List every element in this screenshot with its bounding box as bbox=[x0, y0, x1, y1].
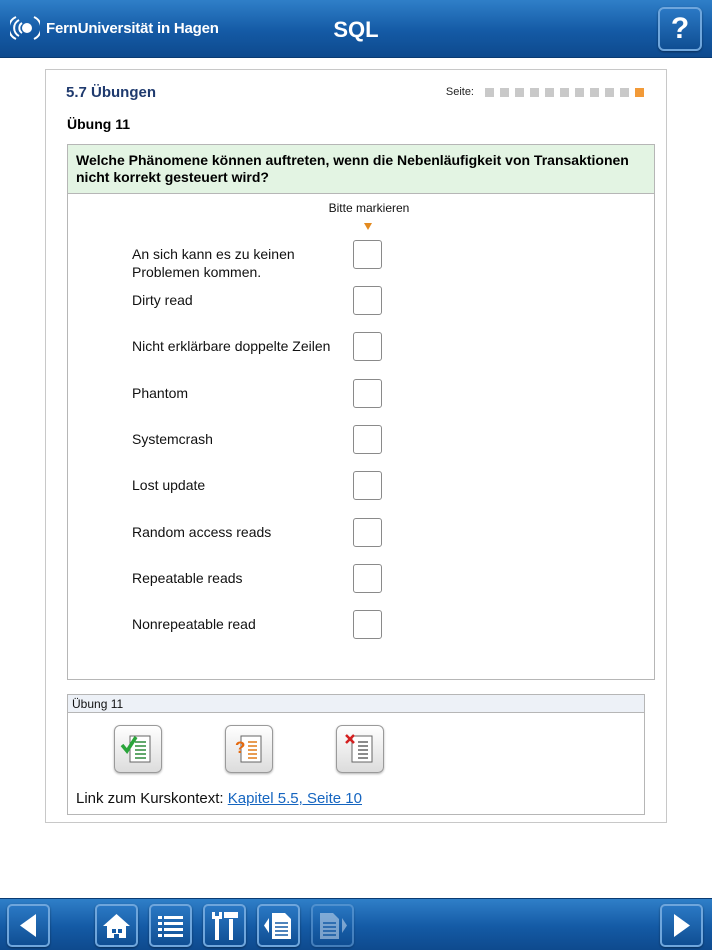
page-dots bbox=[479, 88, 644, 97]
option-checkbox[interactable] bbox=[353, 286, 382, 315]
page-indicator bbox=[446, 86, 644, 98]
app-title: SQL bbox=[333, 17, 379, 42]
page-dot bbox=[560, 88, 569, 97]
section-title: 5.7 Übungen bbox=[66, 84, 157, 101]
reset-document-icon bbox=[337, 726, 385, 774]
page-dot bbox=[530, 88, 539, 97]
home-button[interactable] bbox=[95, 904, 138, 947]
exercise-title: Übung 11 bbox=[67, 116, 131, 132]
page-dot bbox=[515, 88, 524, 97]
option-label: Systemcrash bbox=[132, 431, 213, 447]
page-dot bbox=[620, 88, 629, 97]
option-checkbox[interactable] bbox=[353, 379, 382, 408]
page-dot bbox=[485, 88, 494, 97]
top-bar bbox=[0, 0, 712, 58]
bottom-toolbar bbox=[0, 898, 712, 950]
option-checkbox[interactable] bbox=[353, 518, 382, 547]
svg-text:?: ? bbox=[235, 738, 246, 757]
page-dot bbox=[635, 88, 644, 97]
option-label: Dirty read bbox=[132, 292, 193, 308]
reset-button[interactable] bbox=[336, 725, 384, 773]
option-label: Random access reads bbox=[132, 524, 272, 540]
page-dot bbox=[590, 88, 599, 97]
option-item bbox=[132, 615, 392, 633]
logo-text: FernUniversität in Hagen bbox=[46, 19, 219, 37]
option-item bbox=[132, 569, 392, 587]
page-next-icon bbox=[313, 906, 352, 945]
help-document-icon bbox=[226, 726, 274, 774]
option-item bbox=[132, 430, 392, 448]
option-checkbox[interactable] bbox=[353, 332, 382, 361]
page-prev-icon bbox=[259, 906, 298, 945]
option-checkbox[interactable] bbox=[353, 240, 382, 269]
help-button[interactable]: ? bbox=[658, 7, 702, 51]
option-item bbox=[132, 476, 392, 494]
list-icon bbox=[151, 906, 190, 945]
page-dot bbox=[605, 88, 614, 97]
course-context-label: Link zum Kurskontext: bbox=[76, 790, 224, 807]
option-item bbox=[132, 291, 392, 309]
check-answer-button[interactable] bbox=[114, 725, 162, 773]
page-indicator-label: Seite: bbox=[445, 86, 474, 98]
option-label: An sich kann es zu keinen Problemen kommen. bbox=[132, 246, 295, 280]
content-panel bbox=[45, 69, 667, 823]
home-icon bbox=[97, 906, 136, 945]
previous-page-button[interactable] bbox=[7, 904, 50, 947]
quiz-box bbox=[67, 144, 655, 680]
option-item bbox=[132, 384, 392, 402]
tools-button[interactable] bbox=[203, 904, 246, 947]
question-text: Welche Phänomene können auftreten, wenn die Nebenläufigkeit von Transaktionen nicht korrekt gesteuert wird? bbox=[68, 145, 654, 194]
tools-icon bbox=[205, 906, 244, 945]
option-item bbox=[132, 337, 392, 355]
exercise-controls bbox=[67, 694, 645, 815]
page-dot bbox=[545, 88, 554, 97]
next-page-button[interactable] bbox=[660, 904, 703, 947]
next-document-button[interactable] bbox=[311, 904, 354, 947]
controls-header: Übung 11 bbox=[68, 695, 644, 713]
option-label: Lost update bbox=[132, 477, 206, 493]
option-checkbox[interactable] bbox=[353, 425, 382, 454]
option-checkbox[interactable] bbox=[353, 564, 382, 593]
page-dot bbox=[575, 88, 584, 97]
arrow-left-icon bbox=[9, 906, 48, 945]
check-document-icon bbox=[115, 726, 163, 774]
mark-header: Bitte markieren bbox=[328, 201, 410, 215]
page-dot bbox=[500, 88, 509, 97]
option-item bbox=[132, 523, 392, 541]
option-label: Nicht erklärbare doppelte Zeilen bbox=[132, 338, 331, 354]
contents-button[interactable] bbox=[149, 904, 192, 947]
option-label: Repeatable reads bbox=[132, 570, 243, 586]
option-checkbox[interactable] bbox=[353, 471, 382, 500]
option-item bbox=[132, 245, 392, 281]
arrow-right-icon bbox=[662, 906, 701, 945]
show-hint-button[interactable] bbox=[225, 725, 273, 773]
option-label: Phantom bbox=[132, 385, 189, 401]
previous-document-button[interactable] bbox=[257, 904, 300, 947]
option-label: Nonrepeatable read bbox=[132, 616, 256, 632]
down-arrow-icon bbox=[364, 223, 372, 230]
course-context-row bbox=[76, 790, 362, 807]
option-checkbox[interactable] bbox=[353, 610, 382, 639]
course-context-link[interactable]: Kapitel 5.5, Seite 10 bbox=[227, 790, 362, 807]
